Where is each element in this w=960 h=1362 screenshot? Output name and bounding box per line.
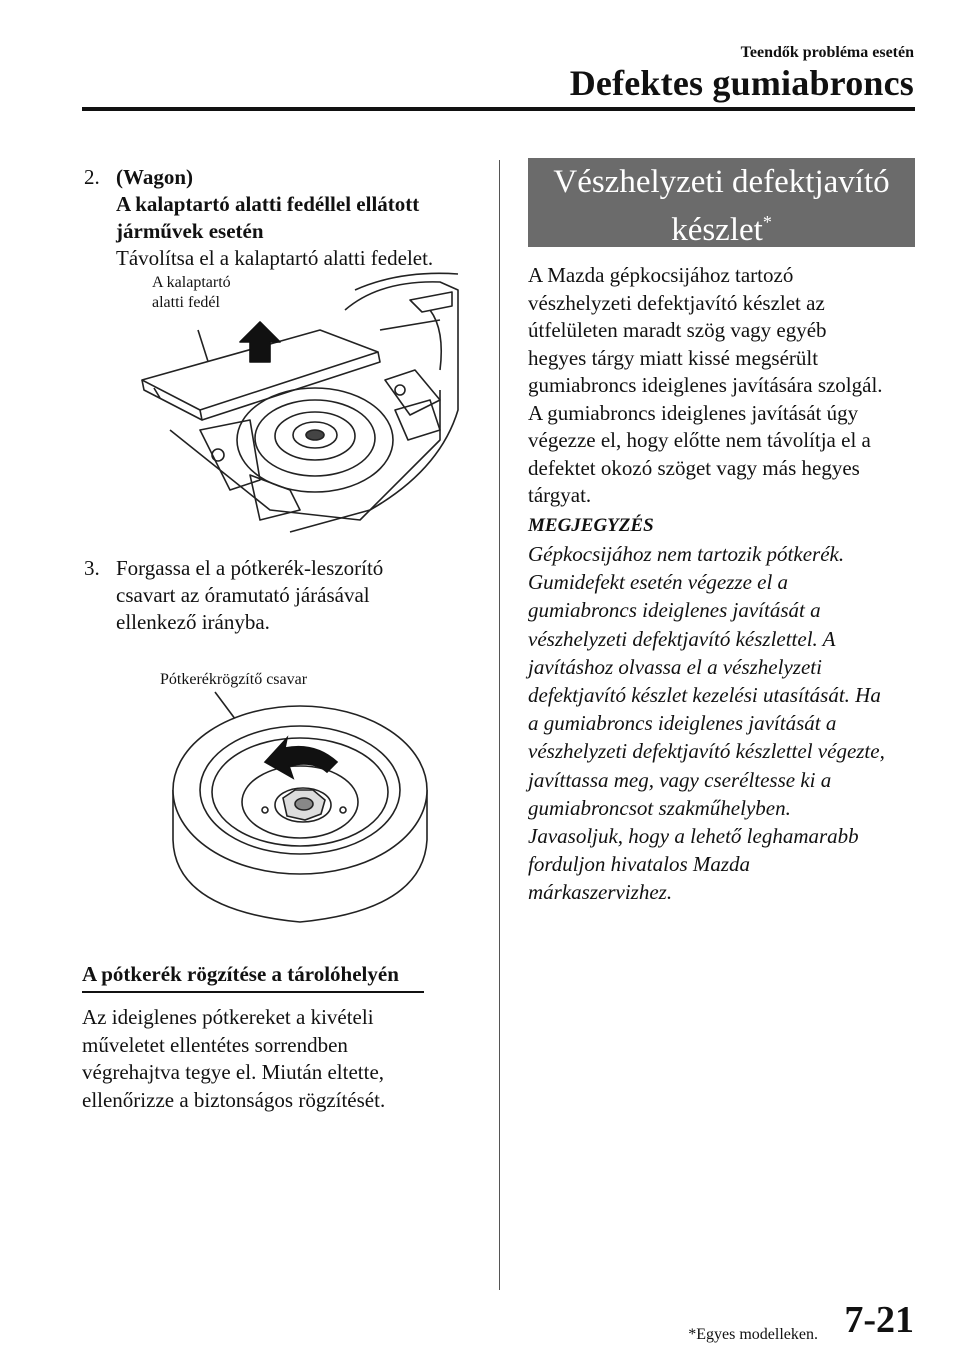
note-line: gumiabroncs ideiglenes javítását a [528,598,821,623]
intro-paragraph [528,262,918,510]
paragraph-line: gumiabroncs ideiglenes javítására szolgál. [528,373,883,397]
note-line: Gépkocsijához nem tartozik pótkerék. [528,542,845,566]
step-condition-line1: A kalaptartó alatti fedéllel ellátott [116,192,420,216]
paragraph-line: útfelületen maradt szög vagy egyéb [528,318,827,342]
paragraph-line: végrehajtva tegye el. Miután eltette, [82,1060,385,1084]
banner-line2 [528,202,915,250]
step-model-label: (Wagon) [116,165,194,189]
step-instruction-line1: Forgassa el a pótkerék-leszorító [116,556,384,580]
step-instruction: Távolítsa el a kalaptartó alatti fedelet. [116,246,434,270]
note-line: javíttassa meg, vagy cseréltesse ki a [528,767,832,792]
spare-tire-bolt-illustration [165,690,435,930]
paragraph-line: A Mazda gépkocsijához tartozó [528,263,794,287]
step-number: 3. [84,556,100,580]
figure1-label-line1: A kalaptartó [152,274,231,291]
paragraph-line: A gumiabroncs ideiglenes javítását úgy [528,400,859,425]
step-2 [84,164,484,272]
step-instruction-line3: ellenkező irányba. [116,610,270,634]
banner-line2-text: készlet [671,212,763,248]
note-line: vészhelyzeti defektjavító készlettel. A [528,626,836,651]
figure1-label-line2: alatti fedél [152,294,220,311]
note-title: MEGJEGYZÉS [528,515,654,536]
note-line: javításhoz olvassa el a vészhelyzeti [528,654,822,679]
step-number: 2. [84,165,100,189]
paragraph-line: vészhelyzeti defektjavító készlet az [528,290,825,315]
header-rule [82,107,915,111]
section-banner [528,158,915,247]
paragraph-line: Az ideiglenes pótkereket a kivételi [82,1005,374,1029]
running-header-subtitle: Teendők probléma esetén [740,44,914,61]
step-3 [84,555,484,636]
step-instruction-line2: csavart az óramutató járásával [116,583,370,607]
section-heading: A pótkerék rögzítése a tárolóhelyén [82,962,424,993]
paragraph-line: műveletet ellentétes sorrendben [82,1032,348,1057]
note-line: a gumiabroncs ideiglenes javítását a [528,711,837,736]
banner-line1: Vészhelyzeti defektjavító [553,164,890,200]
note-line: Javasoljuk, hogy a lehető leghamarabb [528,824,859,849]
note-line: forduljon hivatalos Mazda [528,852,751,877]
note-line: Gumidefekt esetén végezze el a [528,570,789,595]
paragraph-line: defektet okozó szöget vagy más hegyes [528,455,860,480]
note-line: defektjavító készlet kezelési utasítását. Ha [528,683,881,708]
figure2-label: Pótkerékrögzítő csavar [160,671,308,688]
note-line: márkaszervizhez. [528,880,673,905]
note-line: vészhelyzeti defektjavító készlettel végezte, [528,739,885,764]
section-paragraph [82,1004,482,1114]
step-condition-line2: járművek esetén [116,219,264,243]
trunk-spare-wheel-cover-illustration [140,270,470,540]
note-line: gumiabroncsot szakműhelyben. [528,795,791,820]
footnote: *Egyes modelleken. [688,1326,818,1343]
paragraph-line: ellenőrizze a biztonságos rögzítését. [82,1087,386,1112]
column-divider [499,160,500,1290]
paragraph-line: tárgyat. [528,483,592,507]
page-number: 7-21 [844,1299,914,1341]
note-body [528,540,918,907]
banner-asterisk: * [762,212,772,232]
paragraph-line: hegyes tárgy miatt kissé megsérült [528,345,819,370]
paragraph-line: végezze el, hogy előtte nem távolítja el a [528,428,871,452]
running-header-title: Defektes gumiabroncs [569,63,914,103]
